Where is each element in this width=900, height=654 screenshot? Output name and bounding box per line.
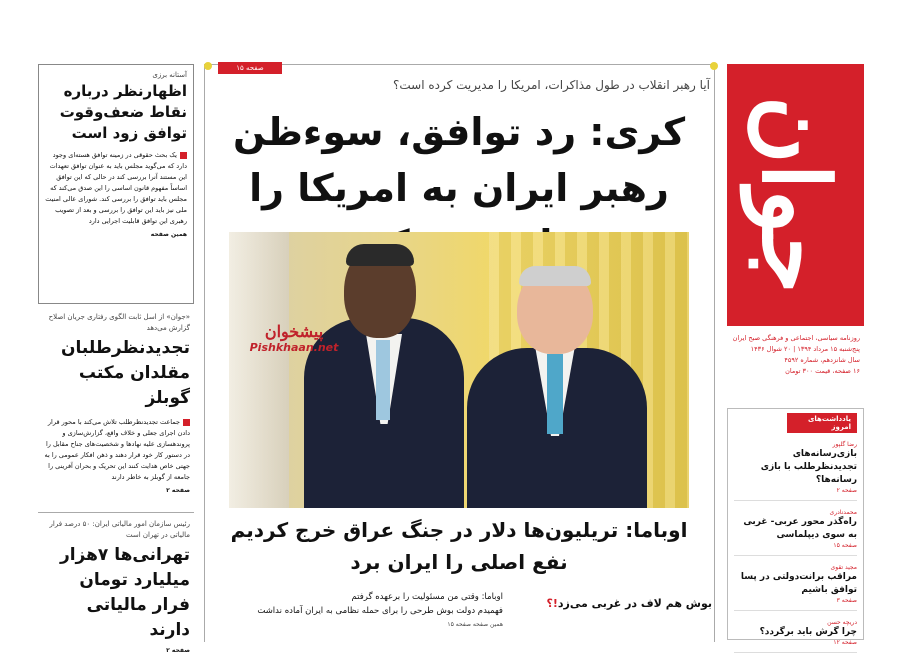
sidebar-title: مراقب برانت‌دولتی در پسا توافق باشیم <box>740 572 857 595</box>
story-kicker: «جوان» از اسل ثابت الگوی رفتاری جریان اصلاح گزارش می‌دهد <box>48 313 190 332</box>
story-title: تهرانی‌ها ۷هزار میلیارد تومان فرار مالیاتی دارند <box>59 545 190 640</box>
ornament-dot <box>204 62 212 70</box>
story-kicker: رئیس سازمان امور مالیاتی ایران: ۵۰ درصد فرار مالیاتی در تهران است <box>49 520 190 539</box>
sidebar-title: راه‌گذر محور عربی- غربی به سوی دیپلماسی <box>743 517 857 540</box>
opinion-text: یک بحث حقوقی در زمینه توافق هسته‌ای وجود دارد که می‌گوید مجلس باید به عنوان توافق تعهدات این مستند آنرا بررسی کند در حالی که این توافق اساساً مفهوم قانون اساسی را این صدق می‌کند که مجلس باید توافق را بررسی کند. شورای عالی امنیت ملی نیز باید این توافق را بررسی و بعد از تصویب رهبری این توافق قابلیت اجرایی دارد <box>45 151 187 225</box>
story-page: صفحه ۲ <box>166 647 190 654</box>
left-column <box>38 64 194 654</box>
sidebar-kicker: محمدنادری <box>829 509 857 516</box>
masthead <box>727 64 864 326</box>
headline-line: کری: رد توافق، سوءظن <box>232 110 686 154</box>
quote-line: نفع اصلی را ایران برد <box>350 550 568 574</box>
info-line: پنج‌شنبه ۱۵ مرداد ۱۳۹۴ | ۲۰ شوال ۱۴۳۶ <box>750 345 860 353</box>
info-line: ۱۶ صفحه، قیمت ۳۰۰ تومان <box>785 367 860 375</box>
editorial-sidebar <box>727 408 864 646</box>
sidebar-page: صفحه ۲ <box>836 487 857 494</box>
tie <box>547 354 563 434</box>
sidebar-title: بازی‌رسانه‌های تجدیدنظرطلب با بازی رسانه‌ها؟ <box>760 449 857 485</box>
teaser-text: بوش هم لاف در غربی می‌زد <box>557 597 712 610</box>
sidebar-kicker: دریچه حسن <box>827 619 857 626</box>
story-body <box>42 417 190 483</box>
summary-line: فهمیدم دولت بوش طرحی را برای حمله نظامی به ایران آماده نداشت <box>257 606 503 616</box>
opinion-body <box>45 150 187 227</box>
story-text: جماعت تجدیدنظرطلب تلاش می‌کند با محور قرار دادن اجرای جعلی و خلاف واقع، گزارش‌سازی و پروندهسازی علیه نهادها و شخصیت‌های جناح مقابل را در دستور کار خود قرار دهند و ذهن افکار عمومی را به جهتی خاص هدایت کنند این تحریک و بحران آفرینی را جامعه از گوبلز به خاطر دارند <box>44 418 190 481</box>
sidebar-header: یادداشت‌های امروز <box>787 413 857 433</box>
person-right <box>457 262 647 508</box>
author-name: آستانه برزی <box>152 71 187 79</box>
story-page: صفحه ۲ <box>166 487 190 494</box>
tie <box>376 340 390 420</box>
watermark-url: Pishkhaan.net <box>249 341 339 354</box>
bottom-summary <box>213 590 503 632</box>
watermark-title: پیشخوان <box>264 322 324 341</box>
opinion-box[interactable] <box>38 64 194 304</box>
story-tax[interactable] <box>38 512 194 654</box>
story-title: تجدیدنظرطلبان مقلدان مکتب گوبلز <box>61 338 190 408</box>
info-line: روزنامه سیاسی، اجتماعی و فرهنگی صبح ایران <box>732 334 860 342</box>
ornament-dot <box>710 62 718 70</box>
teaser-mark: !؟ <box>546 597 558 610</box>
sidebar-item[interactable] <box>734 564 857 611</box>
sidebar-title: چرا گرش باید برگردد؟ <box>759 627 857 637</box>
person-left <box>304 244 464 508</box>
main-photo <box>229 232 689 508</box>
sidebar-page: صفحه ۳ <box>836 597 857 604</box>
info-line: سال شانزدهم، شماره ۴۵۹۲ <box>784 356 860 364</box>
bottom-teaser[interactable] <box>547 597 713 610</box>
sidebar-item[interactable] <box>734 441 857 501</box>
newspaper-logo: جوان <box>741 96 850 294</box>
page-tag[interactable]: صفحه ۱۵ <box>218 62 282 74</box>
photo-pillar <box>229 232 289 508</box>
sidebar-item[interactable] <box>734 619 857 653</box>
headline-line: رهبر ایران به امریکا را <box>249 166 669 210</box>
photo-headline[interactable] <box>214 514 704 578</box>
hair <box>346 244 414 266</box>
watermark <box>234 322 354 354</box>
sidebar-item[interactable] <box>734 509 857 556</box>
hair <box>519 266 591 286</box>
bullet-square <box>180 152 187 159</box>
quote-line: اوباما: تریلیون‌ها دلار در جنگ عراق خرج کردیم <box>230 518 688 542</box>
main-kicker: آیا رهبر انقلاب در طول مذاکرات، امریکا را مدیریت کرده است؟ <box>393 78 710 92</box>
opinion-signature: همین صفحه <box>150 231 187 238</box>
summary-line: اوباما: وقتی من مسئولیت را برعهده گرفتم <box>351 592 503 602</box>
opinion-title: اظهارنظر درباره نقاط ضعف‌وقوت توافق زود است <box>59 82 187 142</box>
sidebar-kicker: رضا گلپور <box>832 441 857 448</box>
sidebar-page: صفحه ۱۲ <box>833 639 857 646</box>
sidebar-page: صفحه ۱۵ <box>833 542 857 549</box>
summary-page: همین صفحه صفحه ۱۵ <box>447 621 503 628</box>
bullet-square <box>183 419 190 426</box>
sidebar-kicker: مجید تقوی <box>830 564 857 571</box>
paper-info <box>732 333 860 377</box>
story-reformists[interactable] <box>38 312 194 494</box>
